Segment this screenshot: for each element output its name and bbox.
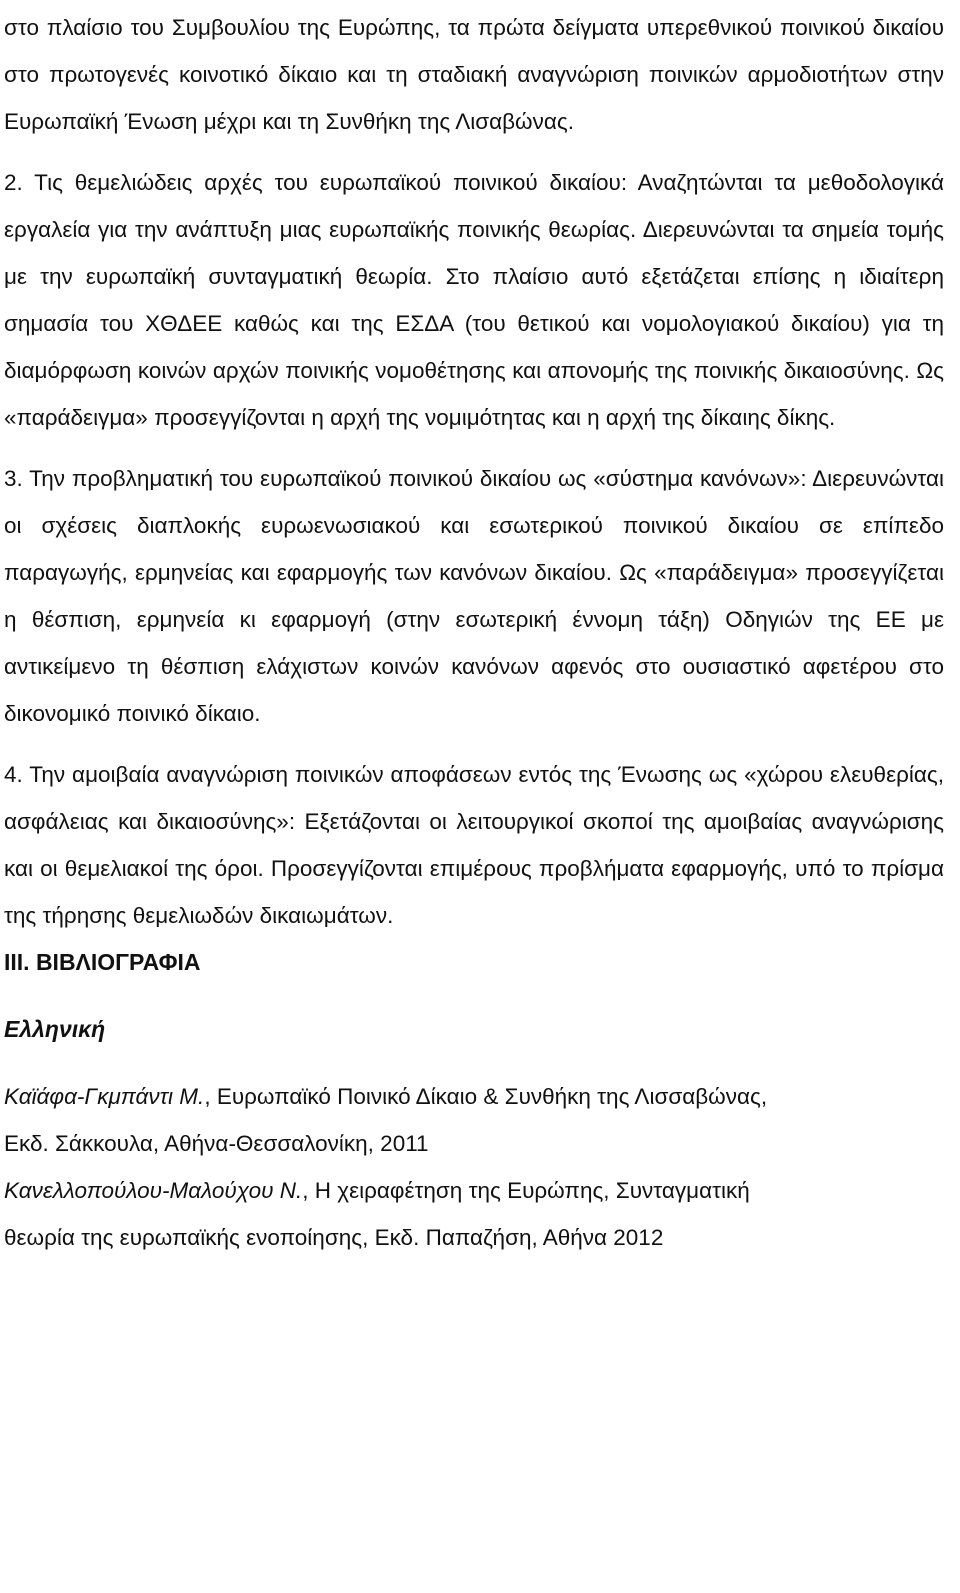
bibliography-author: Καϊάφα-Γκμπάντι Μ.: [4, 1084, 205, 1109]
subheading-greek: Ελληνική: [4, 1016, 106, 1042]
section-heading-bibliography: III. ΒΙΒΛΙΟΓΡΑΦΙΑ: [4, 949, 201, 975]
bibliography-list: [4, 1073, 944, 1261]
bibliography-author: Κανελλοπούλου-Μαλούχου Ν.: [4, 1178, 303, 1203]
bibliography-entry: [4, 1073, 944, 1120]
paragraph-intro-continuation: στο πλαίσιο του Συμβουλίου της Ευρώπης, τα πρώτα δείγματα υπερεθνικού ποινικού δικαίου στο πρωτογενές κοινοτικό δίκαιο και τη σταδιακή αναγνώριση ποινικών αρμοδιοτήτων στην Ευρωπαϊκή Ένωση μέχρι και τη Συνθήκη της Λισαβώνας.: [4, 15, 944, 134]
bibliography-entry: [4, 1167, 944, 1214]
bibliography-entry-continuation: θεωρία της ευρωπαϊκής ενοποίησης, Εκδ. Παπαζήση, Αθήνα 2012: [4, 1225, 664, 1250]
document-page: [4, 0, 944, 1261]
paragraph-item-3: 3. Την προβληματική του ευρωπαϊκού ποινικού δικαίου ως «σύστημα κανόνων»: Διερευνώνται οι σχέσεις διαπλοκής ευρωενωσιακού και εσωτερικού ποινικού δικαίου σε επίπεδο παραγωγής, ερμηνείας και εφαρμογής των κανόνων δικαίου. Ως «παράδειγμα» προσεγγίζεται η θέσπιση, ερμηνεία κι εφαρμογή (στην εσωτερική έννομη τάξη) Οδηγιών της ΕΕ με αντικείμενο τη θέσπιση ελάχιστων κοινών κανόνων αφενός στο ουσιαστικό αφετέρου στο δικονομικό ποινικό δίκαιο.: [4, 466, 944, 726]
bibliography-entry-continuation: Εκδ. Σάκκουλα, Αθήνα-Θεσσαλονίκη, 2011: [4, 1131, 429, 1156]
bibliography-details: , Ευρωπαϊκό Ποινικό Δίκαιο & Συνθήκη της Λισσαβώνας,: [204, 1084, 768, 1109]
bibliography-details: , Η χειραφέτηση της Ευρώπης, Συνταγματική: [302, 1178, 750, 1203]
paragraph-item-4: 4. Την αμοιβαία αναγνώριση ποινικών αποφάσεων εντός της Ένωσης ως «χώρου ελευθερίας, ασφάλειας και δικαιοσύνης»: Εξετάζονται οι λειτουργικοί σκοποί της αμοιβαίας αναγνώρισης και οι θεμελιακοί της όροι. Προσεγγίζονται επιμέρους προβλήματα εφαρμογής, υπό το πρίσμα της τήρησης θεμελιωδών δικαιωμάτων.: [4, 762, 944, 928]
paragraph-item-2: 2. Τις θεμελιώδεις αρχές του ευρωπαϊκού ποινικού δικαίου: Αναζητώνται τα μεθοδολογικά εργαλεία για την ανάπτυξη μιας ευρωπαϊκής ποινικής θεωρίας. Διερευνώνται τα σημεία τομής με την ευρωπαϊκή συνταγματική θεωρία. Στο πλαίσιο αυτό εξετάζεται επίσης η ιδιαίτερη σημασία του ΧΘΔΕΕ καθώς και της ΕΣΔΑ (του θετικού και νομολογιακού δικαίου) για τη διαμόρφωση κοινών αρχών ποινικής νομοθέτησης και απονομής της ποινικής δικαιοσύνης. Ως «παράδειγμα» προσεγγίζονται η αρχή της νομιμότητας και η αρχή της δίκαιης δίκης.: [4, 170, 944, 430]
